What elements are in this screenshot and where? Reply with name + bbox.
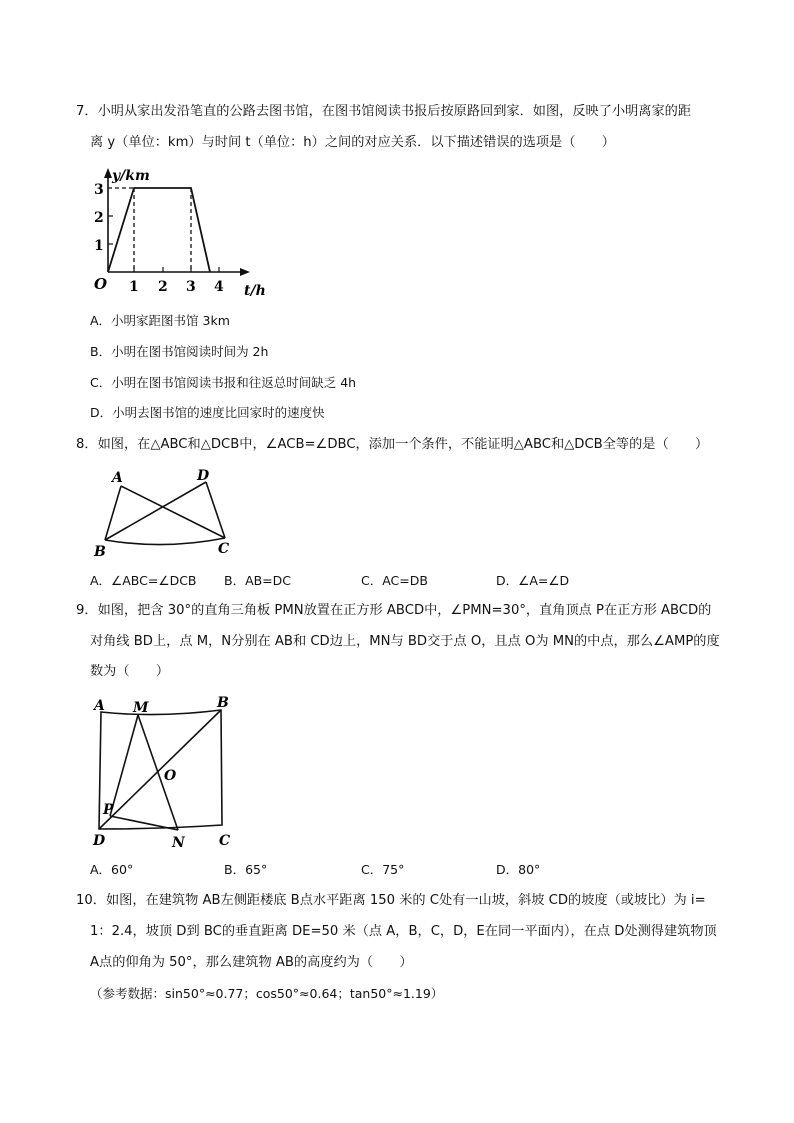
q8-label-d: D: [197, 468, 210, 484]
q7-origin-label: O: [94, 275, 108, 293]
q10-text-line-2: 1：2.4，坡顶 D到 BC的垂直距离 DE=50 米（点 A，B，C，D，E在同一平面内），在点 D处测得建筑物顶: [90, 924, 717, 939]
q8-label-c: C: [218, 541, 230, 557]
q7-y-label: y/km: [112, 168, 150, 184]
q10-text-line-1: 10．如图，在建筑物 AB左侧距楼底 B点水平距离 150 米的 C处有一山坡，斜坡 CD的坡度（或坡比）为 i=: [76, 893, 706, 908]
q9-label-p: P: [103, 802, 114, 818]
q9-label-o: O: [164, 768, 177, 784]
q7-option-b: B．小明在图书馆阅读时间为 2h: [90, 344, 269, 359]
q9-label-n: N: [172, 835, 185, 851]
q9-label-m: M: [133, 700, 149, 716]
q7-distance-time-graph: [88, 165, 268, 300]
q8-option-b: B．AB=DC: [224, 573, 292, 588]
q7-xtick-1: 1: [129, 279, 139, 295]
q7-text-line-1: 7．小明从家出发沿笔直的公路去图书馆，在图书馆阅读书报后按原路回到家．如图，反映了小明离家的距: [76, 104, 692, 119]
q9-text-line-3: 数为（ ）: [90, 664, 170, 679]
q8-triangles-figure: [90, 464, 240, 559]
q8-option-d: D．∠A=∠D: [496, 573, 570, 588]
q9-text-line-2: 对角线 BD上，点 M，N分别在 AB和 CD边上，MN与 BD交于点 O，且点 O为 MN的中点，那么∠AMP的度: [90, 634, 720, 649]
q8-segment-bc: [105, 538, 225, 545]
q7-graph-line: [108, 188, 210, 272]
q7-x-axis-arrow: [240, 268, 250, 276]
q7-xtick-3: 3: [186, 279, 196, 295]
q7-text-line-2: 离 y（单位：km）与时间 t（单位：h）之间的对应关系．以下描述错误的选项是（ ）: [90, 135, 615, 150]
q7-ytick-1: 1: [94, 238, 104, 254]
q9-segment-mp: [110, 715, 138, 816]
q7-option-a: A．小明家距图书馆 3km: [90, 313, 230, 328]
q9-option-a: A．60°: [90, 862, 134, 877]
q7-option-c: C．小明在图书馆阅读书报和往返总时间缺乏 4h: [90, 375, 357, 390]
q10-text-line-3: A点的仰角为 50°，那么建筑物 AB的高度约为（ ）: [90, 955, 413, 970]
q9-square-figure: [88, 692, 238, 852]
q8-option-a: A．∠ABC=∠DCB: [90, 573, 197, 588]
q7-xtick-4: 4: [214, 279, 224, 295]
q8-option-c: C．AC=DB: [361, 573, 428, 588]
q9-label-c: C: [219, 833, 231, 849]
q9-option-d: D．80°: [496, 862, 541, 877]
q8-label-a: A: [112, 470, 123, 486]
q10-reference-data: （参考数据：sin50°≈0.77；cos50°≈0.64；tan50°≈1.19）: [90, 986, 444, 1001]
q7-xtick-2: 2: [158, 279, 168, 295]
q9-label-d: D: [93, 833, 106, 849]
q7-option-d: D．小明去图书馆的速度比回家时的速度快: [90, 405, 325, 420]
q7-x-label: t/h: [244, 283, 266, 299]
q8-label-b: B: [94, 544, 106, 559]
q9-diagonal-bd: [99, 710, 221, 829]
q7-ytick-3: 3: [94, 182, 104, 198]
q9-option-c: C．75°: [361, 862, 405, 877]
q9-label-a: A: [94, 698, 105, 714]
q7-y-axis-arrow: [104, 168, 112, 178]
q7-ytick-2: 2: [94, 210, 104, 226]
q9-label-b: B: [217, 695, 229, 711]
q8-text-line-1: 8．如图，在△ABC和△DCB中，∠ACB=∠DBC，添加一个条件，不能证明△ABC和△DCB全等的是（ ）: [76, 437, 709, 452]
q9-option-b: B．65°: [224, 862, 268, 877]
q9-text-line-1: 9．如图，把含 30°的直角三角板 PMN放置在正方形 ABCD中，∠PMN=30°，直角顶点 P在正方形 ABCD的: [76, 603, 712, 618]
